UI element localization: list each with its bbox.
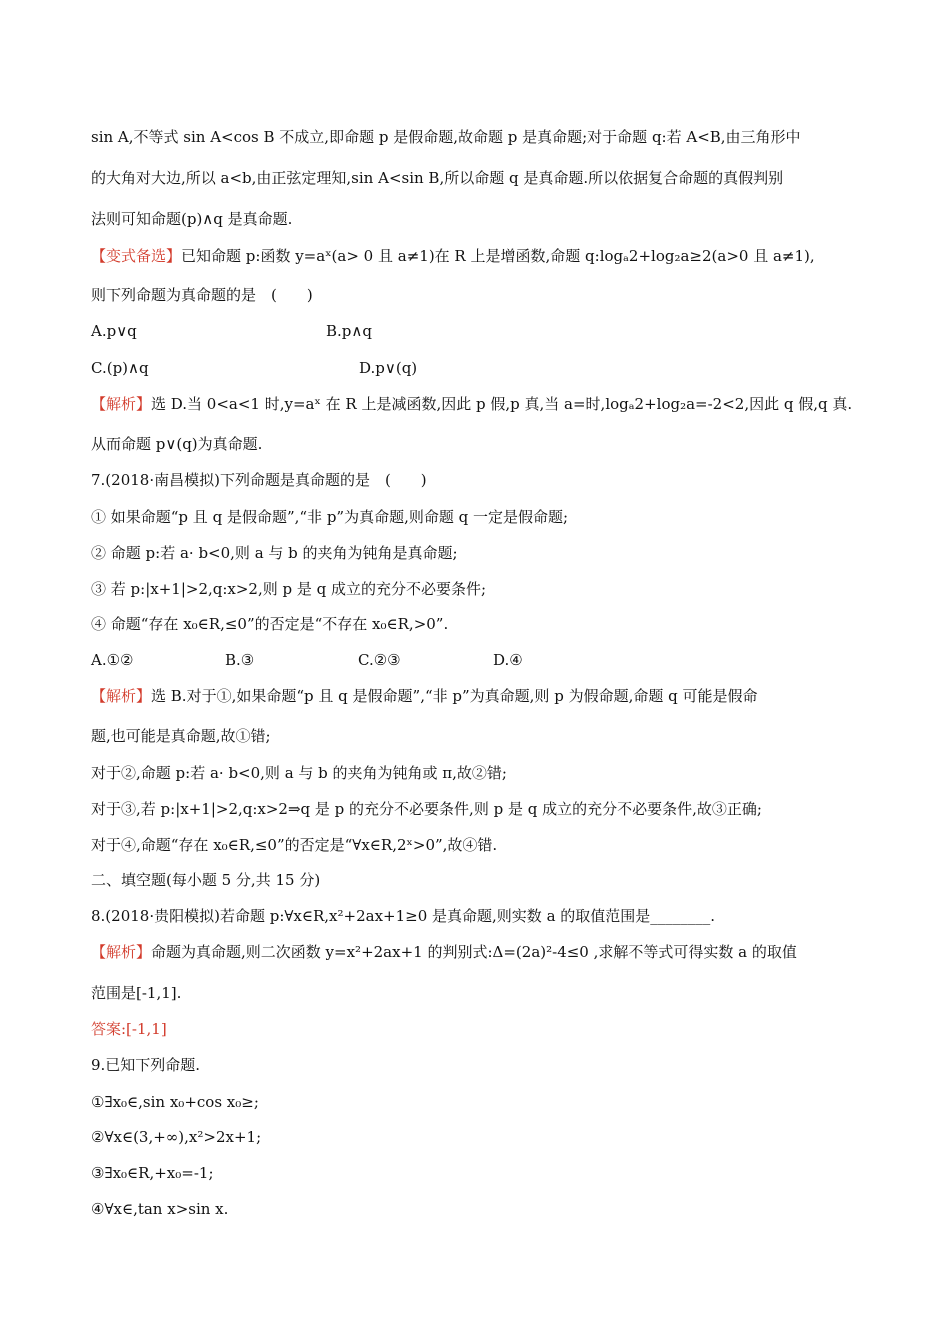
text-line: 的大角对大边,所以 a<b,由正弦定理知,sin A<sin B,所以命题 q 是真命题.所以依据复合命题的真假判别 xyxy=(91,169,784,187)
text-line: 对于④,命题“存在 x₀∈R,≤0”的否定是“∀x∈R,2ˣ>0”,故④错. xyxy=(91,836,498,854)
option-c: C.②③ xyxy=(358,651,401,669)
question-9-title: 9.已知下列命题. xyxy=(91,1056,201,1074)
statement-4: ④ 命题“存在 x₀∈R,≤0”的否定是“不存在 x₀∈R,>0”. xyxy=(91,615,449,633)
text-line: 从而命题 p∨(q)为真命题. xyxy=(91,435,263,453)
variant-tag: 【变式备选】 xyxy=(91,247,182,265)
text-line: 题,也可能是真命题,故①错; xyxy=(91,727,271,745)
analysis-line xyxy=(91,686,870,706)
text-line: 命题为真命题,则二次函数 y=x²+2ax+1 的判别式:Δ=(2a)²-4≤0 ,求解不等式可得实数 a 的取值 xyxy=(151,943,797,961)
text-line: 对于②,命题 p:若 a· b<0,则 a 与 b 的夹角为钝角或 π,故②错; xyxy=(91,764,507,782)
option-c: C.(p)∧q xyxy=(91,359,149,377)
text-line: 选 B.对于①,如果命题“p 且 q 是假命题”,“非 p”为真命题,则 p 为假命题,命题 q 可能是假命 xyxy=(151,687,758,705)
variant-question-line xyxy=(91,246,870,266)
option-d: D.④ xyxy=(493,651,523,669)
analysis-tag: 【解析】 xyxy=(91,395,152,413)
option-b: B.③ xyxy=(225,651,255,669)
text-line: 则下列命题为真命题的是 ( ) xyxy=(91,286,313,304)
text-line: sin A,不等式 sin A<cos B 不成立,即命题 p 是假命题,故命题 p 是真命题;对于命题 q:若 A<B,由三角形中 xyxy=(91,128,801,146)
analysis-line xyxy=(91,394,870,414)
proposition-2: ②∀x∈(3,+∞),x²>2x+1; xyxy=(91,1128,262,1146)
text-line: 对于③,若 p:|x+1|>2,q:x>2⇒q 是 p 的充分不必要条件,则 p 是 q 成立的充分不必要条件,故③正确; xyxy=(91,800,762,818)
proposition-4: ④∀x∈,tan x>sin x. xyxy=(91,1200,229,1218)
option-a: A.p∨q xyxy=(91,322,137,340)
answer-line: 答案:[-1,1] xyxy=(91,1020,167,1038)
proposition-1: ①∃x₀∈,sin x₀+cos x₀≥; xyxy=(91,1093,259,1111)
text-line: 范围是[-1,1]. xyxy=(91,984,182,1002)
analysis-tag: 【解析】 xyxy=(91,687,152,705)
statement-1: ① 如果命题“p 且 q 是假命题”,“非 p”为真命题,则命题 q 一定是假命题; xyxy=(91,508,569,526)
option-d: D.p∨(q) xyxy=(359,359,418,377)
question-7-title: 7.(2018·南昌模拟)下列命题是真命题的是 ( ) xyxy=(91,471,427,489)
text-line: 已知命题 p:函数 y=aˣ(a> 0 且 a≠1)在 R 上是增函数,命题 q:logₐ2+log₂a≥2(a>0 且 a≠1), xyxy=(181,247,815,265)
question-8-title: 8.(2018·贵阳模拟)若命题 p:∀x∈R,x²+2ax+1≥0 是真命题,则实数 a 的取值范围是________. xyxy=(91,907,716,925)
proposition-3: ③∃x₀∈R,+x₀=-1; xyxy=(91,1164,214,1182)
analysis-line xyxy=(91,942,870,962)
section-heading: 二、填空题(每小题 5 分,共 15 分) xyxy=(91,871,321,889)
option-b: B.p∧q xyxy=(326,322,372,340)
option-a: A.①② xyxy=(91,651,134,669)
text-line: 选 D.当 0<a<1 时,y=aˣ 在 R 上是减函数,因此 p 假,p 真,当 a=时,logₐ2+log₂a=-2<2,因此 q 假,q 真. xyxy=(151,395,853,413)
statement-3: ③ 若 p:|x+1|>2,q:x>2,则 p 是 q 成立的充分不必要条件; xyxy=(91,580,487,598)
text-line: 法则可知命题(p)∧q 是真命题. xyxy=(91,210,293,228)
statement-2: ② 命题 p:若 a· b<0,则 a 与 b 的夹角为钝角是真命题; xyxy=(91,544,458,562)
analysis-tag: 【解析】 xyxy=(91,943,152,961)
